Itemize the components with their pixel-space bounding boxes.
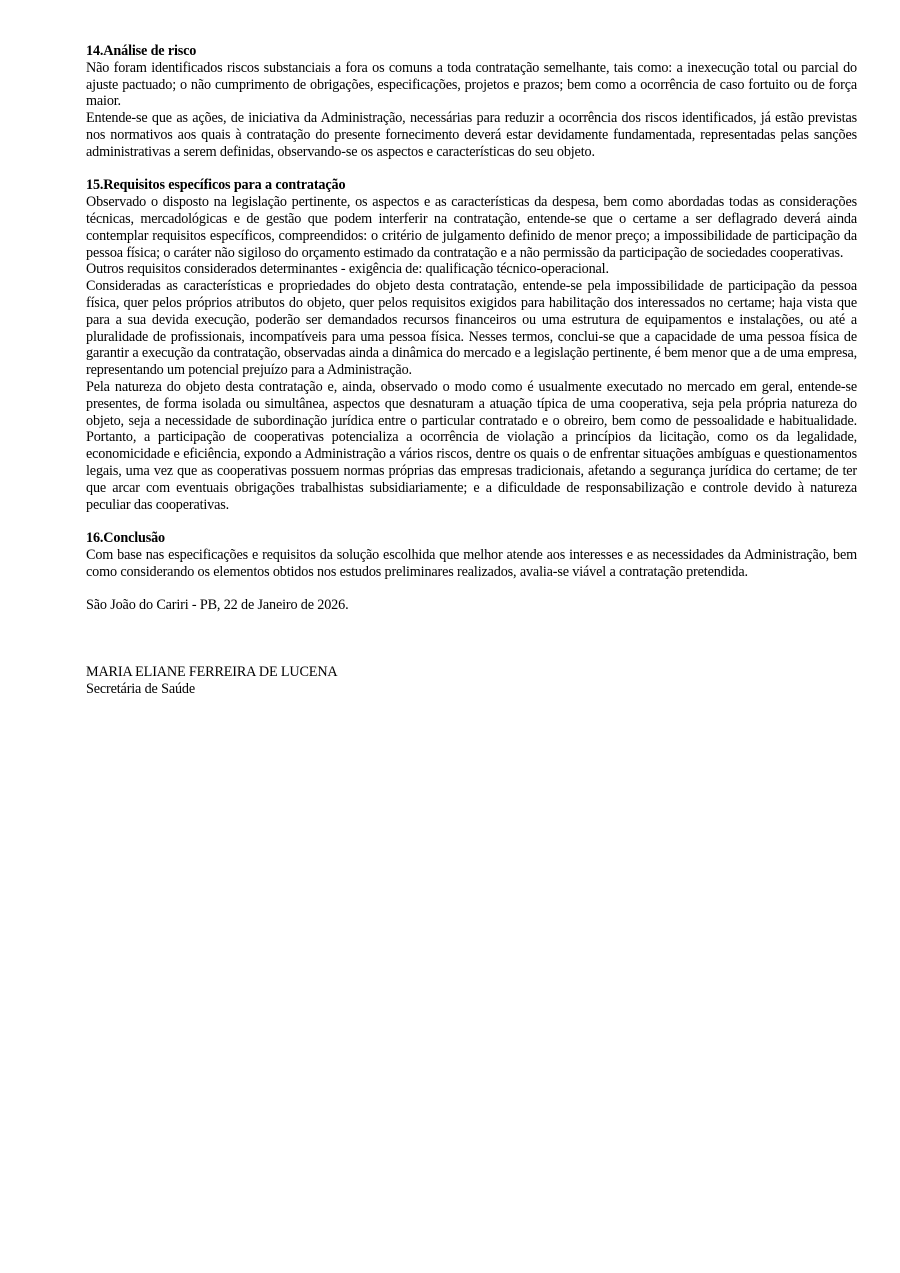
paragraph: Com base nas especificações e requisitos da solução escolhida que melhor atende aos interesses e as necessidades da Administração, bem como considerando os elementos obtidos nos estudos preliminares realizados, avalia-se viável a contratação pretendida.	[86, 546, 857, 580]
signature-block	[86, 664, 857, 698]
section-heading: 14.Análise de risco	[86, 43, 197, 59]
section-conclusion	[86, 530, 857, 580]
paragraph: Entende-se que as ações, de iniciativa da Administração, necessárias para reduzir a ocorrência dos riscos identificados, já estão previstas nos normativos aos quais à contratação do presente fornecimento deverá estar devidamente fundamentada, representadas pelas sanções administrativas a serem definidas, observando-se os aspectos e características do seu objeto.	[86, 110, 857, 160]
paragraph: Observado o disposto na legislação pertinente, os aspectos e as características da despesa, bem como abordadas todas as considerações técnicas, mercadológicas e de gestão que podem interferir na contratação, entende-se que o certame a ser deflagrado deverá ainda contemplar requisitos específicos, compreendidos: o critério de julgamento definido de menor preço; a impossibilidade de participação da pessoa física; o caráter não sigiloso do orçamento estimado da contratação e a não permissão da participação de sociedades cooperativas.	[86, 194, 857, 261]
section-risk-analysis	[86, 43, 857, 161]
date-line: São João do Cariri - PB, 22 de Janeiro de 2026.	[86, 597, 349, 614]
document-page	[86, 43, 857, 698]
section-heading: 15.Requisitos específicos para a contratação	[86, 177, 346, 194]
section-heading: 16.Conclusão	[86, 530, 166, 547]
paragraph: Outros requisitos considerados determinantes - exigência de: qualificação técnico-operacional.	[86, 261, 609, 278]
section-specific-requirements	[86, 177, 857, 513]
signatory-role: Secretária de Saúde	[86, 680, 196, 697]
paragraph: Pela natureza do objeto desta contratação e, ainda, observado o modo como é usualmente executado no mercado em geral, entende-se presentes, de forma isolada ou simultânea, aspectos que desnaturam a atuação típica de uma cooperativa, seja pela própria natureza do objeto, seja a necessidade de subordinação jurídica entre o particular contratado e o obreiro, bem como de pessoalidade e habitualidade. Portanto, a participação de cooperativas potencializa a ocorrência de violação a princípios da licitação, como os da legalidade, economicidade e eficiência, expondo a Administração a vários riscos, dentre os quais o de enfrentar situações ambíguas e questionamentos legais, uma vez que as cooperativas possuem normas próprias das empresas tradicionais, afetando a segurança jurídica do certame; de ter que arcar com eventuais obrigações trabalhistas subsidiariamente; e a dificuldade de responsabilização e controle devido à natureza peculiar das cooperativas.	[86, 378, 857, 513]
paragraph: Não foram identificados riscos substanciais a fora os comuns a toda contratação semelhante, tais como: a inexecução total ou parcial do ajuste pactuado; o não cumprimento de obrigações, especificações, projetos e prazos; bem como a ocorrência de caso fortuito ou de força maior.	[86, 59, 857, 110]
paragraph: Consideradas as características e propriedades do objeto desta contratação, entende-se pela impossibilidade de participação da pessoa física, quer pelos próprios atributos do objeto, quer pelos requisitos exigidos para habilitação dos interessados no certame; haja vista que para a sua devida execução, poderão ser demandados recursos financeiros ou uma estrutura de equipamentos e instalações, ou até a pluralidade de profissionais, incompatíveis para uma pessoa física. Nesses termos, conclui-se que a capacidade de uma pessoa física de garantir a execução da contratação, observadas ainda a dinâmica do mercado e a legislação pertinente, é bem menor que a de uma empresa, representando um potencial prejuízo para a Administração.	[86, 278, 857, 379]
signatory-name: MARIA ELIANE FERREIRA DE LUCENA	[86, 664, 338, 681]
